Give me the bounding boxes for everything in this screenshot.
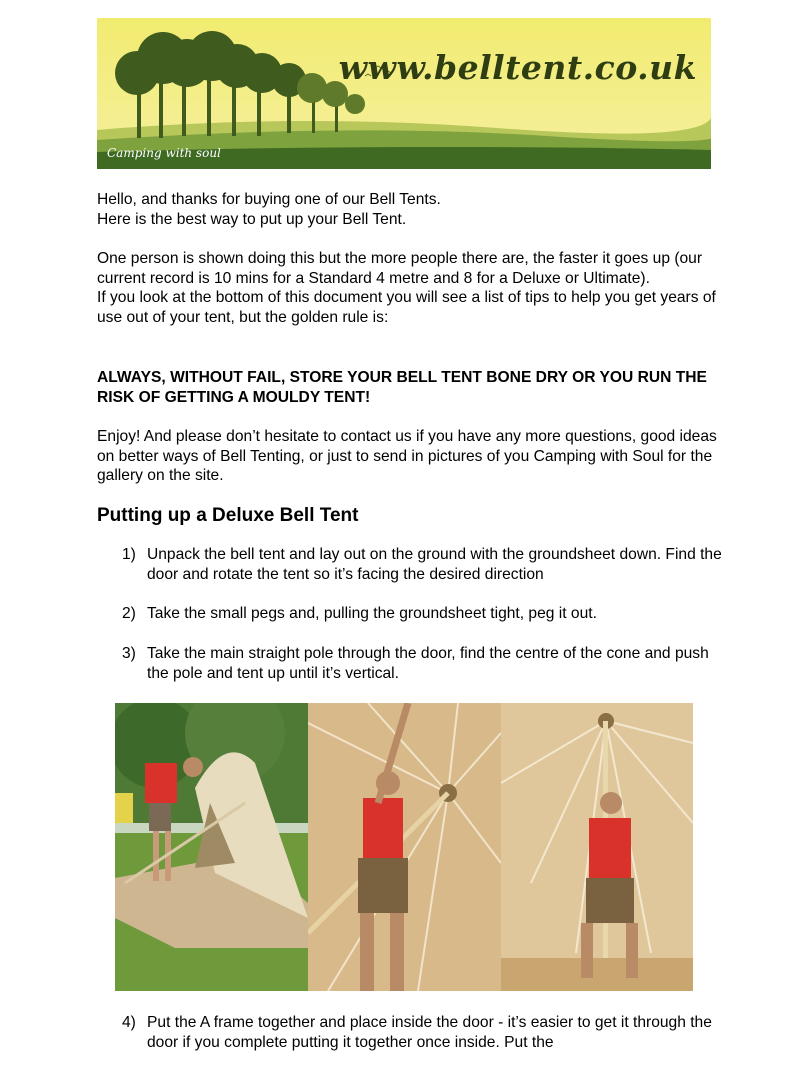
step-item-2 xyxy=(122,604,722,624)
header-banner[interactable] xyxy=(97,18,711,169)
step-number: 2) xyxy=(122,605,136,622)
step-text: Take the main straight pole through the door, find the centre of the cone and push the pole and tent up until it’s vertical. xyxy=(147,645,709,682)
photo-pole-vertical xyxy=(501,703,693,991)
golden-rule-warning: ALWAYS, WITHOUT FAIL, STORE YOUR BELL TENT BONE DRY OR YOU RUN THE RISK OF GETTING A MOULDY TENT! xyxy=(97,369,707,406)
intro-paragraph xyxy=(97,249,717,327)
step-number: 4) xyxy=(122,1014,136,1031)
enjoy-paragraph: Enjoy! And please don’t hesitate to contact us if you have any more questions, good ideas on better ways of Bell Tenting, or just to send in pictures of you Camping with Soul for the gallery on the site. xyxy=(97,428,717,485)
intro-line-2: Here is the best way to put up your Bell Tent. xyxy=(97,210,407,228)
site-url[interactable]: www.belltent.co.uk xyxy=(338,48,697,87)
step-number: 3) xyxy=(122,645,136,662)
step-item-4 xyxy=(122,1013,722,1052)
step-number: 1) xyxy=(122,546,136,563)
intro-paragraph-a: One person is shown doing this but the more people there are, the faster it goes up (our current record is 10 mins for a Standard 4 metre and 8 for a Deluxe or Ultimate). xyxy=(97,250,703,287)
photo-lifting-tent xyxy=(115,703,308,991)
intro-line-1: Hello, and thanks for buying one of our Bell Tents. xyxy=(97,191,441,208)
photo-raising-pole xyxy=(308,703,501,991)
step-text: Unpack the bell tent and lay out on the ground with the groundsheet down. Find the door and rotate the tent so it’s facing the desired direction xyxy=(147,546,722,583)
step-item-1 xyxy=(122,545,722,584)
banner-tagline: Camping with soul xyxy=(107,146,221,160)
intro-block xyxy=(97,190,717,229)
intro-paragraph-b: If you look at the bottom of this document you will see a list of tips to help you get years of use out of your tent, but the golden rule is: xyxy=(97,289,716,326)
step-text: Take the small pegs and, pulling the groundsheet tight, peg it out. xyxy=(147,605,597,622)
step-item-3 xyxy=(122,644,722,683)
step-photos xyxy=(115,703,693,991)
step-text: Put the A frame together and place inside the door - it’s easier to get it through the door if you complete putting it together once inside. Put the xyxy=(147,1014,712,1051)
section-heading: Putting up a Deluxe Bell Tent xyxy=(97,505,359,526)
